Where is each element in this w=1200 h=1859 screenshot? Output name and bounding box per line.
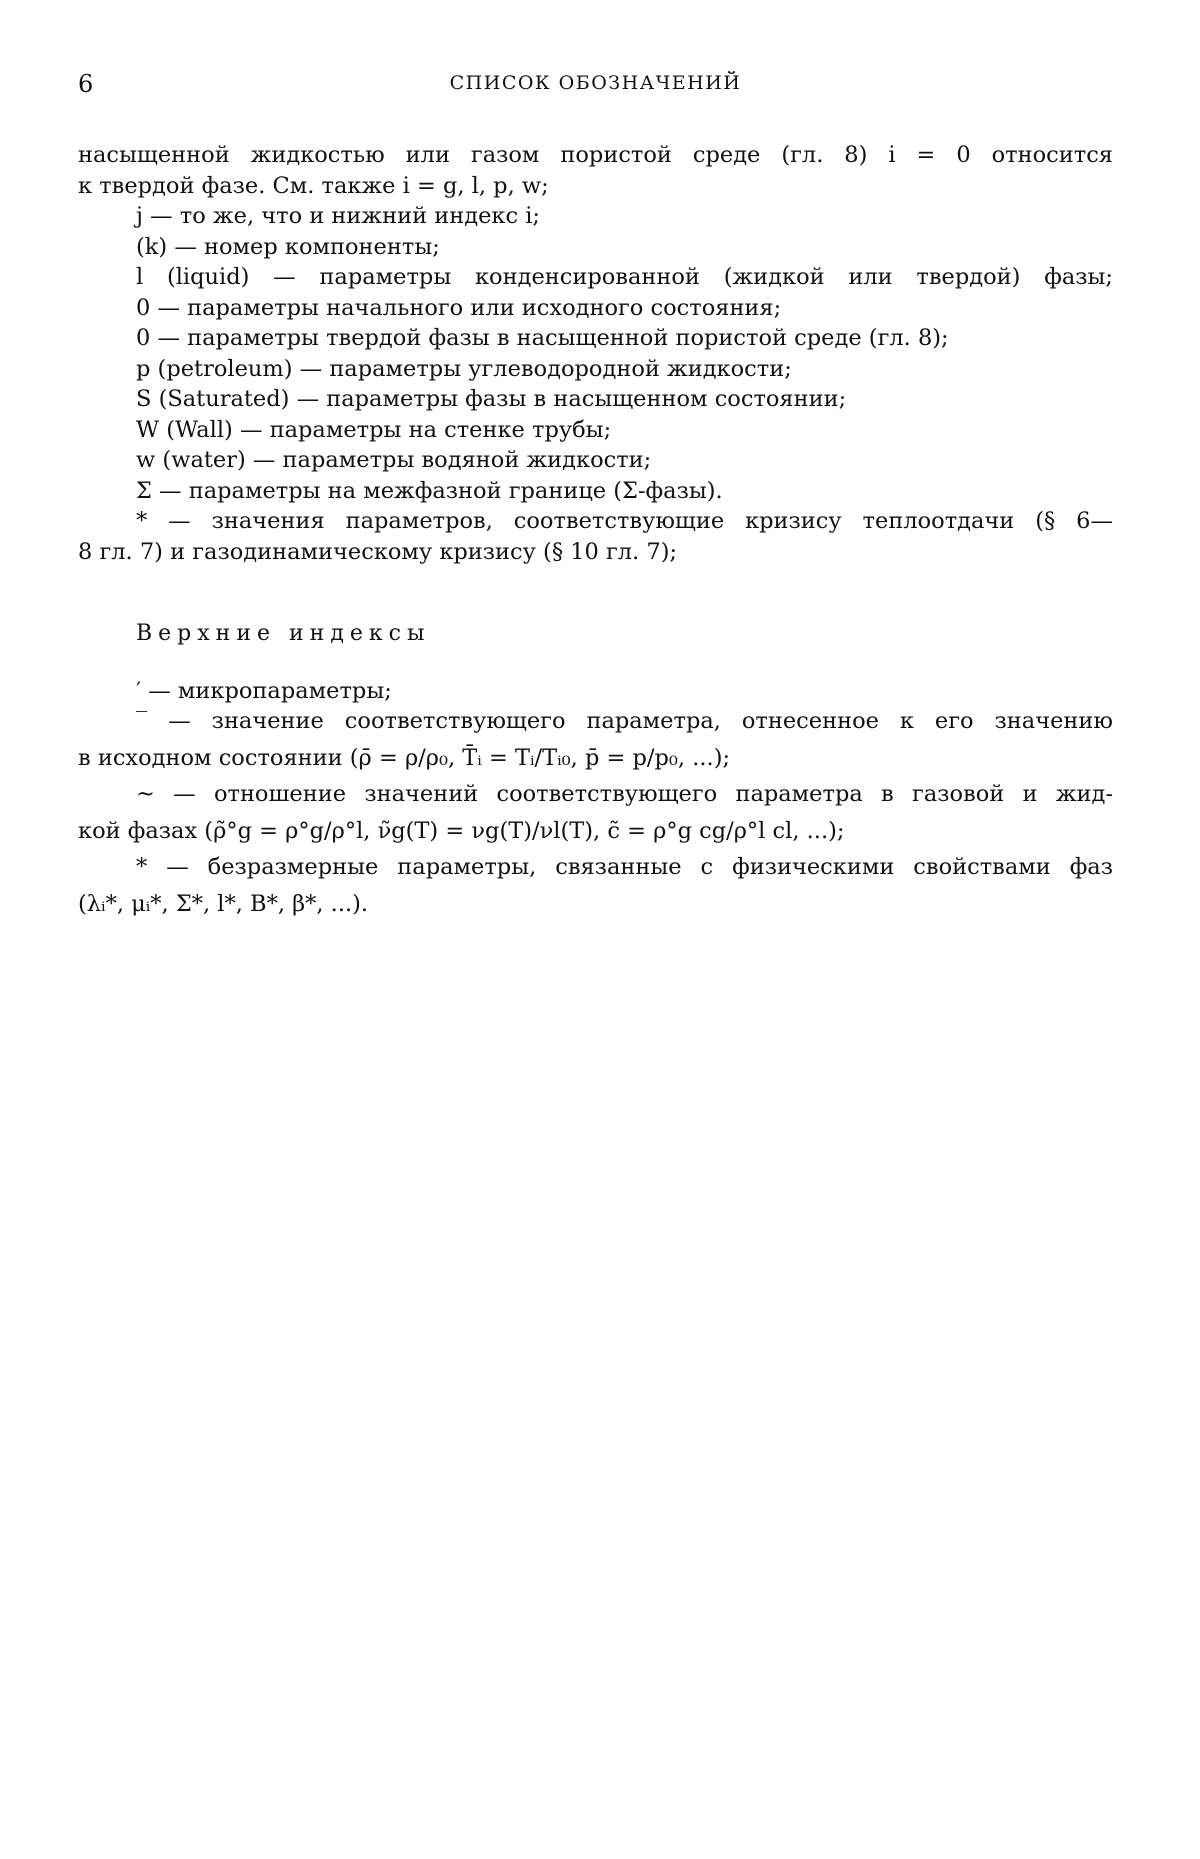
definition-line: S (Saturated) — параметры фазы в насыщенном состоянии; xyxy=(136,386,847,412)
definition-line: p (petroleum) — параметры углеводородной жидкости; xyxy=(136,355,792,382)
definition-line: * — значения параметров, соответствующие кризису теплоотдачи (§ 6— xyxy=(136,508,1113,534)
definition-line: Σ — параметры на межфазной границе (Σ-фазы). xyxy=(136,477,723,504)
formula-line: (λᵢ*, μᵢ*, Σ*, l*, B*, β*, ...). xyxy=(78,890,369,917)
text-line: насыщенной жидкостью или газом пористой среде (гл. 8) i = 0 относится xyxy=(78,142,1113,168)
section-heading: Верхние индексы xyxy=(136,621,431,646)
definition-line: 0 — параметры начального или исходного состояния; xyxy=(136,294,782,321)
page-body xyxy=(78,140,1113,925)
definition-line: (k) — номер компоненты; xyxy=(136,233,440,260)
definition-line: j — то же, что и нижний индекс i; xyxy=(136,203,541,229)
definition-line: ′ — микропараметры; xyxy=(136,677,392,704)
text-line: к твердой фазе. См. также i = g, l, p, w; xyxy=(78,172,549,199)
page-header xyxy=(78,70,1113,100)
running-title: СПИСОК ОБОЗНАЧЕНИЙ xyxy=(449,72,742,94)
definition-line: ‾ — значение соответствующего параметра, отнесенное к его значению xyxy=(136,708,1113,734)
definition-line: 0 — параметры твердой фазы в насыщенной пористой среде (гл. 8); xyxy=(136,325,949,351)
definition-line: W (Wall) — параметры на стенке трубы; xyxy=(136,416,612,443)
definition-line: * — безразмерные параметры, связанные с физическими свойствами фаз xyxy=(136,854,1113,880)
definition-line: w (water) — параметры водяной жидкости; xyxy=(136,447,652,473)
upper-indices-section xyxy=(78,676,1113,920)
formula-line: кой фазах (ρ̃°g = ρ°g/ρ°l, ν̃g(T) = νg(T)/νl(T), c̃ = ρ°g cg/ρ°l cl, ...); xyxy=(78,817,845,844)
formula-line: в исходном состоянии (ρ̄ = ρ/ρ₀, T̄ᵢ = Tᵢ/Tᵢ₀, p̄ = p/p₀, ...); xyxy=(78,744,731,771)
definition-line: ~ — отношение значений соответствующего параметра в газовой и жид- xyxy=(136,781,1113,807)
definition-line: l (liquid) — параметры конденсированной (жидкой или твердой) фазы; xyxy=(136,264,1113,290)
lower-indices-section xyxy=(78,140,1113,567)
page-number: 6 xyxy=(78,70,94,98)
text-line: 8 гл. 7) и газодинамическому кризису (§ 10 гл. 7); xyxy=(78,538,678,565)
